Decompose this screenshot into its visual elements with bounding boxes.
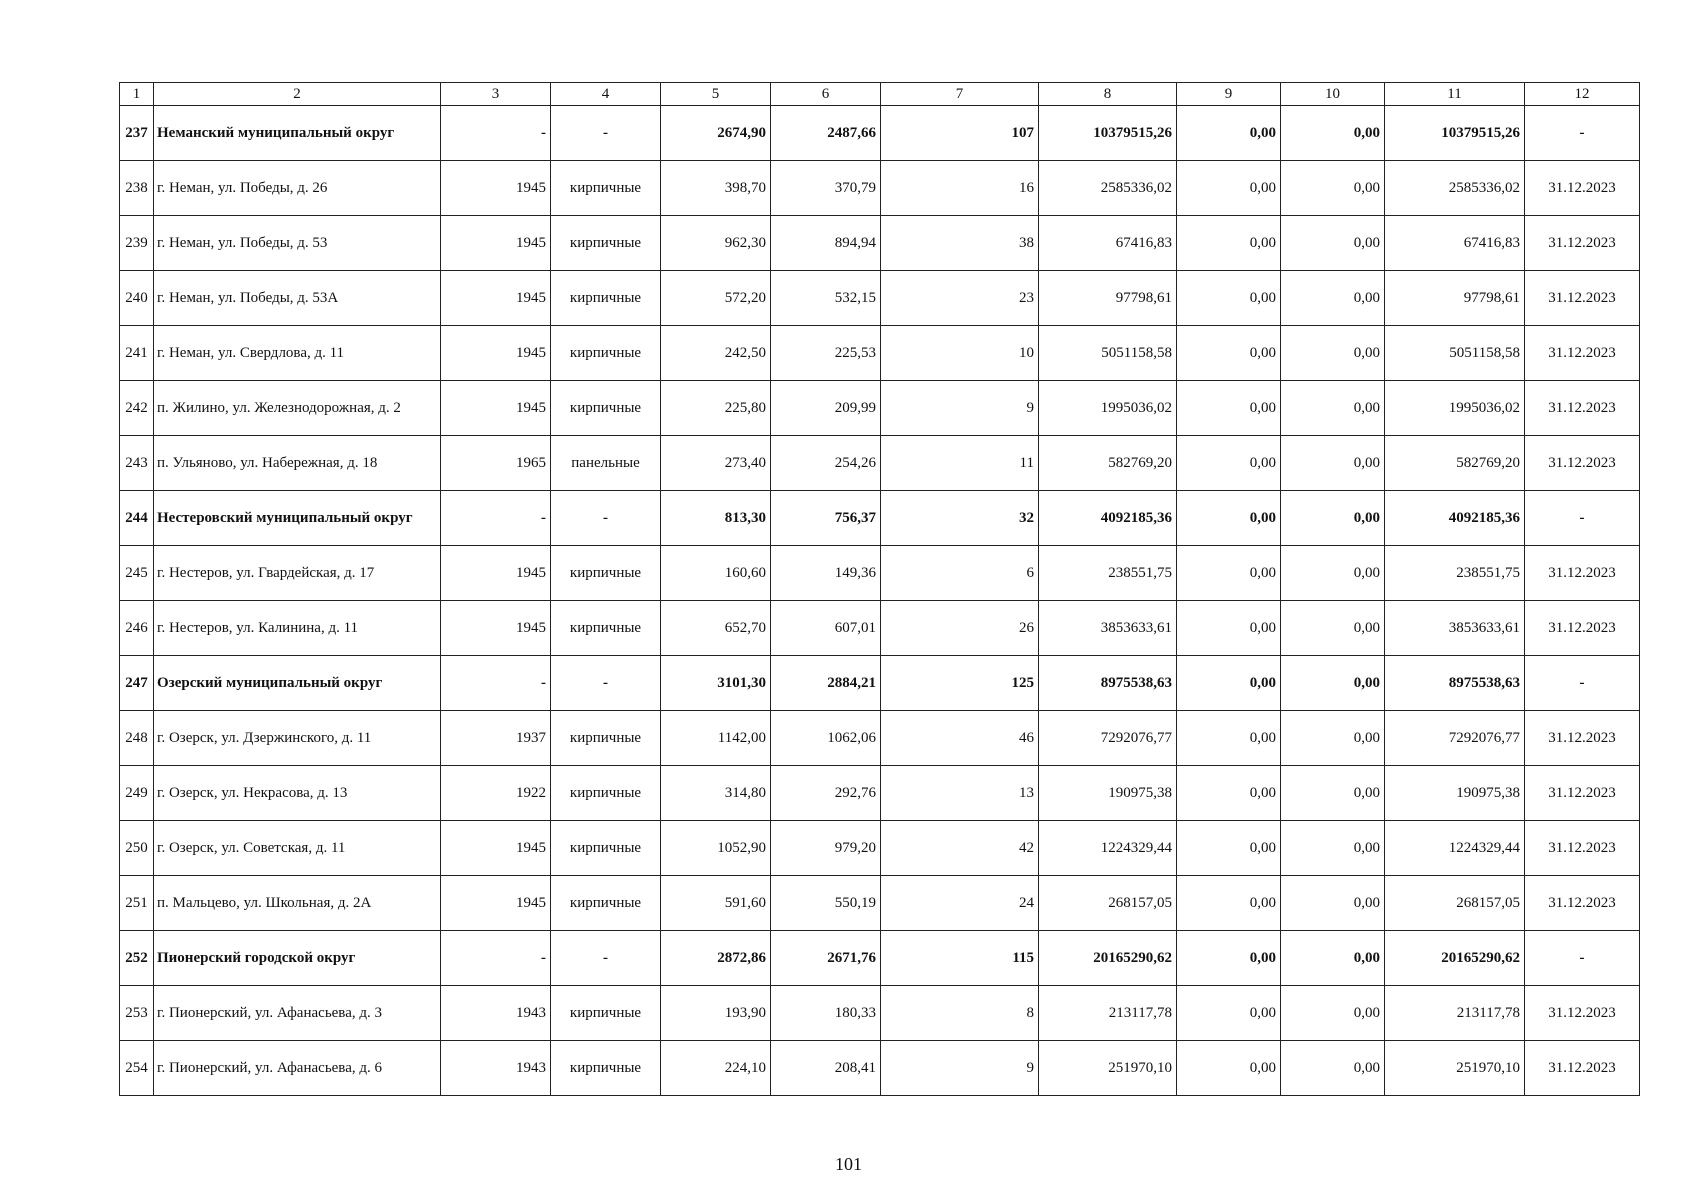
cell-cost-total: 3853633,61 bbox=[1039, 601, 1177, 656]
cell-row-number: 248 bbox=[120, 711, 154, 766]
cell-cost-column-10: 0,00 bbox=[1281, 546, 1385, 601]
cell-completion-date: 31.12.2023 bbox=[1525, 216, 1640, 271]
cell-area-living: 292,76 bbox=[771, 766, 881, 821]
cell-area-living: 756,37 bbox=[771, 491, 881, 546]
cell-year-built: 1937 bbox=[441, 711, 551, 766]
column-header: 11 bbox=[1385, 83, 1525, 106]
cell-completion-date: - bbox=[1525, 931, 1640, 986]
column-header: 3 bbox=[441, 83, 551, 106]
cell-cost-column-11: 10379515,26 bbox=[1385, 106, 1525, 161]
cell-cost-column-11: 20165290,62 bbox=[1385, 931, 1525, 986]
cell-cost-column-11: 268157,05 bbox=[1385, 876, 1525, 931]
cell-area-living: 370,79 bbox=[771, 161, 881, 216]
cell-cost-column-10: 0,00 bbox=[1281, 1041, 1385, 1096]
cell-cost-column-10: 0,00 bbox=[1281, 601, 1385, 656]
column-header: 7 bbox=[881, 83, 1039, 106]
cell-address-or-district: Озерский муниципальный округ bbox=[154, 656, 441, 711]
cell-year-built: 1945 bbox=[441, 601, 551, 656]
cell-cost-total: 67416,83 bbox=[1039, 216, 1177, 271]
register-table bbox=[119, 82, 1640, 1096]
cell-cost-column-9: 0,00 bbox=[1177, 271, 1281, 326]
cell-area-total: 398,70 bbox=[661, 161, 771, 216]
cell-wall-material: кирпичные bbox=[551, 986, 661, 1041]
cell-row-number: 237 bbox=[120, 106, 154, 161]
cell-area-total: 813,30 bbox=[661, 491, 771, 546]
table-row bbox=[120, 216, 1640, 271]
cell-year-built: - bbox=[441, 931, 551, 986]
cell-cost-column-10: 0,00 bbox=[1281, 986, 1385, 1041]
cell-cost-total: 97798,61 bbox=[1039, 271, 1177, 326]
cell-area-living: 149,36 bbox=[771, 546, 881, 601]
cell-wall-material: кирпичные bbox=[551, 546, 661, 601]
cell-year-built: 1945 bbox=[441, 326, 551, 381]
cell-completion-date: - bbox=[1525, 106, 1640, 161]
table-row bbox=[120, 601, 1640, 656]
cell-cost-column-9: 0,00 bbox=[1177, 931, 1281, 986]
column-header: 8 bbox=[1039, 83, 1177, 106]
table-body bbox=[120, 106, 1640, 1096]
cell-completion-date: 31.12.2023 bbox=[1525, 546, 1640, 601]
cell-cost-total: 1995036,02 bbox=[1039, 381, 1177, 436]
cell-address-or-district: Неманский муниципальный округ bbox=[154, 106, 441, 161]
column-header: 1 bbox=[120, 83, 154, 106]
cell-cost-column-10: 0,00 bbox=[1281, 161, 1385, 216]
cell-row-number: 245 bbox=[120, 546, 154, 601]
cell-residents-count: 125 bbox=[881, 656, 1039, 711]
table-row bbox=[120, 876, 1640, 931]
cell-cost-column-9: 0,00 bbox=[1177, 106, 1281, 161]
cell-cost-column-9: 0,00 bbox=[1177, 876, 1281, 931]
cell-cost-column-9: 0,00 bbox=[1177, 766, 1281, 821]
cell-wall-material: кирпичные bbox=[551, 216, 661, 271]
cell-address-or-district: г. Озерск, ул. Дзержинского, д. 11 bbox=[154, 711, 441, 766]
cell-address-or-district: Пионерский городской округ bbox=[154, 931, 441, 986]
cell-cost-column-11: 213117,78 bbox=[1385, 986, 1525, 1041]
cell-cost-column-11: 2585336,02 bbox=[1385, 161, 1525, 216]
cell-residents-count: 42 bbox=[881, 821, 1039, 876]
cell-area-total: 160,60 bbox=[661, 546, 771, 601]
cell-year-built: 1945 bbox=[441, 381, 551, 436]
column-header: 12 bbox=[1525, 83, 1640, 106]
table-header bbox=[120, 83, 1640, 106]
cell-area-total: 572,20 bbox=[661, 271, 771, 326]
column-number-row bbox=[120, 83, 1640, 106]
cell-cost-total: 4092185,36 bbox=[1039, 491, 1177, 546]
cell-wall-material: кирпичные bbox=[551, 381, 661, 436]
cell-cost-column-10: 0,00 bbox=[1281, 271, 1385, 326]
cell-cost-column-9: 0,00 bbox=[1177, 546, 1281, 601]
cell-area-total: 224,10 bbox=[661, 1041, 771, 1096]
cell-year-built: - bbox=[441, 656, 551, 711]
cell-wall-material: кирпичные bbox=[551, 601, 661, 656]
cell-completion-date: 31.12.2023 bbox=[1525, 436, 1640, 491]
cell-year-built: 1943 bbox=[441, 986, 551, 1041]
cell-cost-column-11: 3853633,61 bbox=[1385, 601, 1525, 656]
cell-area-living: 2671,76 bbox=[771, 931, 881, 986]
cell-area-total: 1052,90 bbox=[661, 821, 771, 876]
table-row bbox=[120, 711, 1640, 766]
cell-cost-total: 10379515,26 bbox=[1039, 106, 1177, 161]
cell-wall-material: кирпичные bbox=[551, 876, 661, 931]
cell-completion-date: 31.12.2023 bbox=[1525, 711, 1640, 766]
cell-cost-column-11: 4092185,36 bbox=[1385, 491, 1525, 546]
cell-area-total: 962,30 bbox=[661, 216, 771, 271]
cell-area-total: 3101,30 bbox=[661, 656, 771, 711]
cell-cost-total: 1224329,44 bbox=[1039, 821, 1177, 876]
district-total-row bbox=[120, 931, 1640, 986]
cell-area-living: 208,41 bbox=[771, 1041, 881, 1096]
cell-address-or-district: Нестеровский муниципальный округ bbox=[154, 491, 441, 546]
cell-row-number: 251 bbox=[120, 876, 154, 931]
cell-wall-material: кирпичные bbox=[551, 271, 661, 326]
cell-residents-count: 38 bbox=[881, 216, 1039, 271]
cell-area-living: 550,19 bbox=[771, 876, 881, 931]
cell-completion-date: 31.12.2023 bbox=[1525, 766, 1640, 821]
cell-completion-date: 31.12.2023 bbox=[1525, 1041, 1640, 1096]
cell-address-or-district: п. Жилино, ул. Железнодорожная, д. 2 bbox=[154, 381, 441, 436]
cell-area-living: 894,94 bbox=[771, 216, 881, 271]
cell-year-built: 1945 bbox=[441, 216, 551, 271]
cell-residents-count: 8 bbox=[881, 986, 1039, 1041]
cell-residents-count: 32 bbox=[881, 491, 1039, 546]
cell-completion-date: 31.12.2023 bbox=[1525, 326, 1640, 381]
district-total-row bbox=[120, 656, 1640, 711]
cell-residents-count: 13 bbox=[881, 766, 1039, 821]
cell-residents-count: 10 bbox=[881, 326, 1039, 381]
cell-cost-total: 238551,75 bbox=[1039, 546, 1177, 601]
cell-row-number: 246 bbox=[120, 601, 154, 656]
table-row bbox=[120, 161, 1640, 216]
district-total-row bbox=[120, 491, 1640, 546]
table-row bbox=[120, 766, 1640, 821]
cell-wall-material: кирпичные bbox=[551, 766, 661, 821]
cell-cost-column-9: 0,00 bbox=[1177, 1041, 1281, 1096]
cell-wall-material: - bbox=[551, 931, 661, 986]
cell-completion-date: 31.12.2023 bbox=[1525, 876, 1640, 931]
cell-year-built: 1965 bbox=[441, 436, 551, 491]
cell-address-or-district: г. Пионерский, ул. Афанасьева, д. 3 bbox=[154, 986, 441, 1041]
cell-cost-total: 2585336,02 bbox=[1039, 161, 1177, 216]
cell-row-number: 253 bbox=[120, 986, 154, 1041]
cell-area-living: 2884,21 bbox=[771, 656, 881, 711]
column-header: 10 bbox=[1281, 83, 1385, 106]
cell-cost-column-11: 238551,75 bbox=[1385, 546, 1525, 601]
cell-area-total: 314,80 bbox=[661, 766, 771, 821]
cell-wall-material: кирпичные bbox=[551, 821, 661, 876]
cell-cost-total: 7292076,77 bbox=[1039, 711, 1177, 766]
cell-wall-material: - bbox=[551, 491, 661, 546]
cell-cost-column-10: 0,00 bbox=[1281, 216, 1385, 271]
cell-address-or-district: г. Нестеров, ул. Гвардейская, д. 17 bbox=[154, 546, 441, 601]
cell-cost-column-10: 0,00 bbox=[1281, 931, 1385, 986]
cell-completion-date: 31.12.2023 bbox=[1525, 271, 1640, 326]
cell-completion-date: - bbox=[1525, 656, 1640, 711]
cell-cost-column-10: 0,00 bbox=[1281, 821, 1385, 876]
cell-address-or-district: г. Нестеров, ул. Калинина, д. 11 bbox=[154, 601, 441, 656]
cell-area-living: 532,15 bbox=[771, 271, 881, 326]
cell-row-number: 252 bbox=[120, 931, 154, 986]
cell-area-living: 607,01 bbox=[771, 601, 881, 656]
cell-cost-column-11: 8975538,63 bbox=[1385, 656, 1525, 711]
cell-wall-material: - bbox=[551, 656, 661, 711]
cell-year-built: 1943 bbox=[441, 1041, 551, 1096]
cell-area-living: 209,99 bbox=[771, 381, 881, 436]
cell-area-total: 652,70 bbox=[661, 601, 771, 656]
cell-cost-column-9: 0,00 bbox=[1177, 381, 1281, 436]
cell-cost-column-9: 0,00 bbox=[1177, 436, 1281, 491]
cell-area-total: 591,60 bbox=[661, 876, 771, 931]
table-row bbox=[120, 436, 1640, 491]
cell-cost-column-11: 1995036,02 bbox=[1385, 381, 1525, 436]
cell-year-built: 1945 bbox=[441, 876, 551, 931]
cell-completion-date: - bbox=[1525, 491, 1640, 546]
cell-year-built: 1945 bbox=[441, 546, 551, 601]
cell-cost-column-10: 0,00 bbox=[1281, 381, 1385, 436]
cell-cost-column-10: 0,00 bbox=[1281, 876, 1385, 931]
cell-row-number: 239 bbox=[120, 216, 154, 271]
cell-residents-count: 46 bbox=[881, 711, 1039, 766]
cell-cost-total: 20165290,62 bbox=[1039, 931, 1177, 986]
cell-row-number: 238 bbox=[120, 161, 154, 216]
cell-cost-column-10: 0,00 bbox=[1281, 436, 1385, 491]
cell-year-built: 1922 bbox=[441, 766, 551, 821]
cell-wall-material: панельные bbox=[551, 436, 661, 491]
cell-address-or-district: п. Ульяново, ул. Набережная, д. 18 bbox=[154, 436, 441, 491]
column-header: 2 bbox=[154, 83, 441, 106]
cell-year-built: - bbox=[441, 106, 551, 161]
cell-residents-count: 23 bbox=[881, 271, 1039, 326]
cell-cost-column-9: 0,00 bbox=[1177, 491, 1281, 546]
cell-year-built: 1945 bbox=[441, 161, 551, 216]
cell-wall-material: - bbox=[551, 106, 661, 161]
cell-cost-column-10: 0,00 bbox=[1281, 766, 1385, 821]
cell-residents-count: 26 bbox=[881, 601, 1039, 656]
cell-cost-column-9: 0,00 bbox=[1177, 161, 1281, 216]
cell-cost-column-9: 0,00 bbox=[1177, 986, 1281, 1041]
cell-cost-column-9: 0,00 bbox=[1177, 656, 1281, 711]
cell-residents-count: 115 bbox=[881, 931, 1039, 986]
cell-row-number: 243 bbox=[120, 436, 154, 491]
cell-row-number: 242 bbox=[120, 381, 154, 436]
cell-residents-count: 6 bbox=[881, 546, 1039, 601]
cell-cost-column-10: 0,00 bbox=[1281, 491, 1385, 546]
cell-address-or-district: г. Неман, ул. Победы, д. 53 bbox=[154, 216, 441, 271]
cell-area-living: 180,33 bbox=[771, 986, 881, 1041]
column-header: 5 bbox=[661, 83, 771, 106]
cell-cost-column-9: 0,00 bbox=[1177, 601, 1281, 656]
cell-area-living: 979,20 bbox=[771, 821, 881, 876]
cell-cost-column-11: 1224329,44 bbox=[1385, 821, 1525, 876]
cell-area-total: 225,80 bbox=[661, 381, 771, 436]
cell-residents-count: 16 bbox=[881, 161, 1039, 216]
cell-year-built: 1945 bbox=[441, 821, 551, 876]
table-row bbox=[120, 546, 1640, 601]
page-number: 101 bbox=[835, 1154, 862, 1174]
cell-area-total: 2674,90 bbox=[661, 106, 771, 161]
cell-completion-date: 31.12.2023 bbox=[1525, 161, 1640, 216]
table-row bbox=[120, 326, 1640, 381]
cell-address-or-district: г. Озерск, ул. Советская, д. 11 bbox=[154, 821, 441, 876]
table-row bbox=[120, 1041, 1640, 1096]
cell-area-total: 2872,86 bbox=[661, 931, 771, 986]
cell-cost-column-11: 7292076,77 bbox=[1385, 711, 1525, 766]
column-header: 9 bbox=[1177, 83, 1281, 106]
district-total-row bbox=[120, 106, 1640, 161]
cell-area-total: 273,40 bbox=[661, 436, 771, 491]
cell-year-built: 1945 bbox=[441, 271, 551, 326]
cell-wall-material: кирпичные bbox=[551, 1041, 661, 1096]
cell-completion-date: 31.12.2023 bbox=[1525, 601, 1640, 656]
cell-cost-total: 268157,05 bbox=[1039, 876, 1177, 931]
cell-row-number: 249 bbox=[120, 766, 154, 821]
cell-cost-column-9: 0,00 bbox=[1177, 216, 1281, 271]
cell-cost-total: 582769,20 bbox=[1039, 436, 1177, 491]
cell-area-total: 242,50 bbox=[661, 326, 771, 381]
table-row bbox=[120, 381, 1640, 436]
cell-residents-count: 11 bbox=[881, 436, 1039, 491]
cell-cost-column-11: 5051158,58 bbox=[1385, 326, 1525, 381]
cell-cost-total: 251970,10 bbox=[1039, 1041, 1177, 1096]
cell-address-or-district: г. Неман, ул. Победы, д. 53А bbox=[154, 271, 441, 326]
cell-wall-material: кирпичные bbox=[551, 711, 661, 766]
cell-row-number: 244 bbox=[120, 491, 154, 546]
cell-completion-date: 31.12.2023 bbox=[1525, 821, 1640, 876]
cell-address-or-district: г. Неман, ул. Свердлова, д. 11 bbox=[154, 326, 441, 381]
table-row bbox=[120, 821, 1640, 876]
cell-row-number: 247 bbox=[120, 656, 154, 711]
column-header: 6 bbox=[771, 83, 881, 106]
cell-cost-total: 213117,78 bbox=[1039, 986, 1177, 1041]
cell-wall-material: кирпичные bbox=[551, 326, 661, 381]
cell-address-or-district: г. Неман, ул. Победы, д. 26 bbox=[154, 161, 441, 216]
cell-address-or-district: г. Пионерский, ул. Афанасьева, д. 6 bbox=[154, 1041, 441, 1096]
cell-area-total: 193,90 bbox=[661, 986, 771, 1041]
cell-area-total: 1142,00 bbox=[661, 711, 771, 766]
cell-area-living: 254,26 bbox=[771, 436, 881, 491]
cell-completion-date: 31.12.2023 bbox=[1525, 986, 1640, 1041]
cell-cost-total: 190975,38 bbox=[1039, 766, 1177, 821]
cell-address-or-district: п. Мальцево, ул. Школьная, д. 2А bbox=[154, 876, 441, 931]
cell-year-built: - bbox=[441, 491, 551, 546]
cell-area-living: 2487,66 bbox=[771, 106, 881, 161]
cell-cost-column-9: 0,00 bbox=[1177, 326, 1281, 381]
cell-cost-column-11: 97798,61 bbox=[1385, 271, 1525, 326]
cell-residents-count: 9 bbox=[881, 1041, 1039, 1096]
cell-cost-total: 8975538,63 bbox=[1039, 656, 1177, 711]
cell-row-number: 250 bbox=[120, 821, 154, 876]
cell-residents-count: 107 bbox=[881, 106, 1039, 161]
column-header: 4 bbox=[551, 83, 661, 106]
cell-cost-column-10: 0,00 bbox=[1281, 326, 1385, 381]
cell-cost-column-11: 582769,20 bbox=[1385, 436, 1525, 491]
cell-area-living: 1062,06 bbox=[771, 711, 881, 766]
cell-row-number: 254 bbox=[120, 1041, 154, 1096]
table-row bbox=[120, 271, 1640, 326]
cell-cost-column-9: 0,00 bbox=[1177, 821, 1281, 876]
cell-cost-column-11: 67416,83 bbox=[1385, 216, 1525, 271]
cell-area-living: 225,53 bbox=[771, 326, 881, 381]
cell-residents-count: 9 bbox=[881, 381, 1039, 436]
cell-cost-column-11: 190975,38 bbox=[1385, 766, 1525, 821]
cell-completion-date: 31.12.2023 bbox=[1525, 381, 1640, 436]
cell-cost-column-10: 0,00 bbox=[1281, 656, 1385, 711]
cell-cost-column-10: 0,00 bbox=[1281, 711, 1385, 766]
cell-row-number: 241 bbox=[120, 326, 154, 381]
cell-wall-material: кирпичные bbox=[551, 161, 661, 216]
cell-cost-total: 5051158,58 bbox=[1039, 326, 1177, 381]
cell-row-number: 240 bbox=[120, 271, 154, 326]
cell-cost-column-11: 251970,10 bbox=[1385, 1041, 1525, 1096]
cell-address-or-district: г. Озерск, ул. Некрасова, д. 13 bbox=[154, 766, 441, 821]
cell-residents-count: 24 bbox=[881, 876, 1039, 931]
cell-cost-column-10: 0,00 bbox=[1281, 106, 1385, 161]
cell-cost-column-9: 0,00 bbox=[1177, 711, 1281, 766]
table-row bbox=[120, 986, 1640, 1041]
